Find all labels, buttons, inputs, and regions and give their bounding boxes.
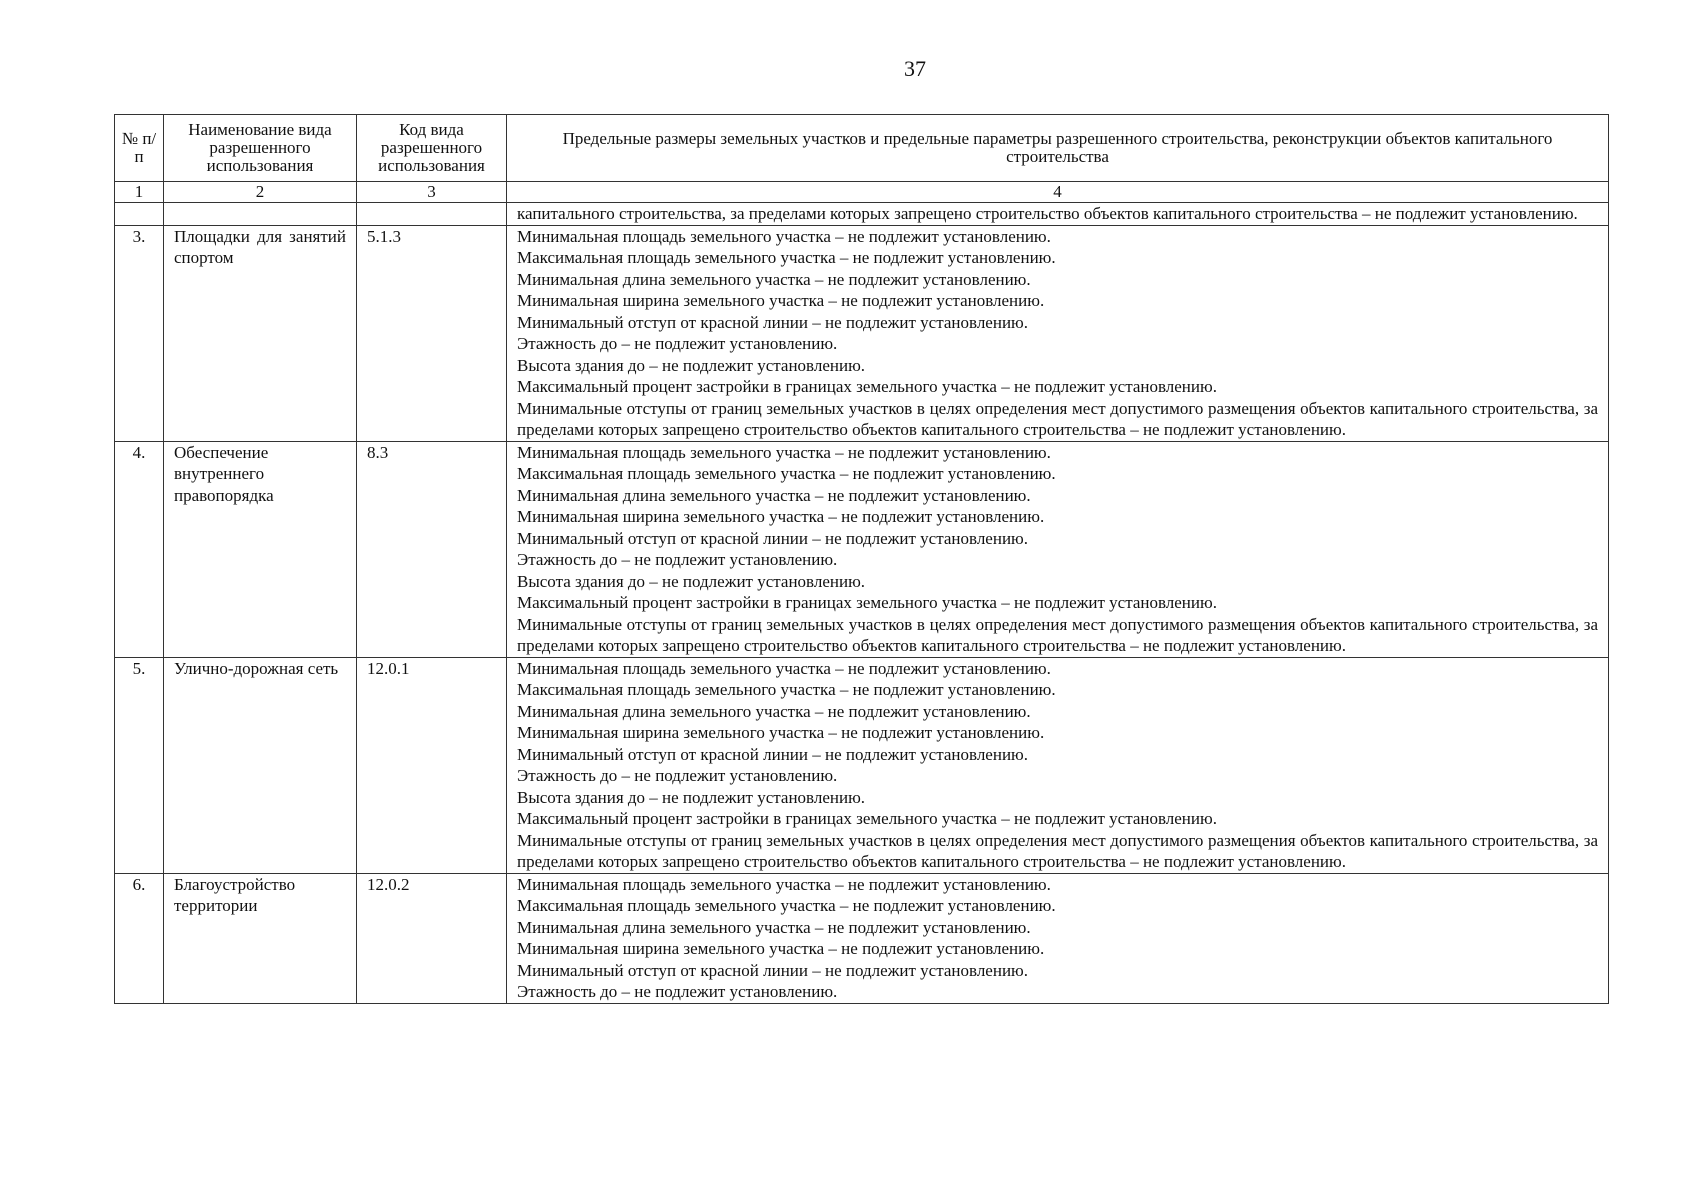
continuation-name-cell — [164, 203, 357, 226]
table-row — [115, 657, 1609, 873]
header-name: Наименование вида разрешенного использования — [164, 115, 357, 182]
use-type-name: Обеспечение внутреннего правопорядка — [164, 441, 357, 657]
column-index-row — [115, 182, 1609, 203]
param-line: Максимальный процент застройки в границах земельного участка – не подлежит установлению. — [517, 593, 1217, 612]
header-params: Предельные размеры земельных участков и предельные параметры разрешенного строительства, реконструкции объектов капитального строительства — [507, 115, 1609, 182]
parameters-cell — [507, 225, 1609, 441]
param-line: Минимальный отступ от красной линии – не подлежит установлению. — [517, 744, 1028, 764]
param-line: Минимальная площадь земельного участка – не подлежит установлению. — [517, 226, 1051, 246]
param-line: Максимальный процент застройки в границах земельного участка – не подлежит установлению. — [517, 809, 1217, 828]
column-index: 2 — [164, 182, 357, 203]
param-line: Этажность до – не подлежит установлению. — [517, 334, 838, 353]
column-index: 1 — [115, 182, 164, 203]
param-line: Высота здания до – не подлежит установлению. — [517, 787, 866, 807]
use-type-code: 12.0.2 — [357, 873, 507, 1003]
param-line: Минимальные отступы от границ земельных участков в целях определения мест допустимого размещения объектов капитального строительства, за пределами которых запрещено строительство объектов капитального строительства – не подлежит установлению. — [517, 830, 1598, 871]
table-row — [115, 225, 1609, 441]
row-number: 3. — [115, 225, 164, 441]
param-line: Минимальный отступ от красной линии – не подлежит установлению. — [517, 528, 1028, 548]
row-number: 6. — [115, 873, 164, 1003]
param-line: Минимальная площадь земельного участка – не подлежит установлению. — [517, 658, 1051, 678]
param-line: Минимальная длина земельного участка – не подлежит установлению. — [517, 701, 1031, 721]
param-line: Минимальная площадь земельного участка – не подлежит установлению. — [517, 874, 1051, 894]
param-line: Высота здания до – не подлежит установлению. — [517, 355, 866, 375]
use-type-name: Благоустройство территории — [164, 873, 357, 1003]
param-line: Минимальный отступ от красной линии – не подлежит установлению. — [517, 312, 1028, 332]
header-number: № п/п — [115, 115, 164, 182]
parameters-cell — [507, 441, 1609, 657]
param-line: Максимальная площадь земельного участка – не подлежит установлению. — [517, 248, 1056, 267]
parameters-cell — [507, 873, 1609, 1003]
param-line: Минимальная площадь земельного участка – не подлежит установлению. — [517, 442, 1051, 462]
use-type-name: Улично-дорожная сеть — [164, 657, 357, 873]
param-line: Этажность до – не подлежит установлению. — [517, 550, 838, 569]
param-line: капитального строительства, за пределами которых запрещено строительство объектов капитального строительства – не подлежит установлению. — [517, 204, 1578, 223]
param-line: Этажность до – не подлежит установлению. — [517, 982, 838, 1001]
param-line: Минимальная ширина земельного участка – не подлежит установлению. — [517, 723, 1045, 742]
header-code: Код вида разрешенного использования — [357, 115, 507, 182]
param-line: Высота здания до – не подлежит установлению. — [517, 571, 866, 591]
table-row — [115, 441, 1609, 657]
column-index: 4 — [507, 182, 1609, 203]
param-line: Максимальный процент застройки в границах земельного участка – не подлежит установлению. — [517, 377, 1217, 396]
param-line: Этажность до – не подлежит установлению. — [517, 766, 838, 785]
column-index: 3 — [357, 182, 507, 203]
row-number: 4. — [115, 441, 164, 657]
param-line: Минимальная ширина земельного участка – не подлежит установлению. — [517, 507, 1045, 526]
param-line: Максимальная площадь земельного участка – не подлежит установлению. — [517, 680, 1056, 699]
param-line: Максимальная площадь земельного участка – не подлежит установлению. — [517, 896, 1056, 915]
param-line: Минимальный отступ от красной линии – не подлежит установлению. — [517, 960, 1028, 980]
regulations-table — [114, 114, 1609, 1004]
param-line: Минимальная длина земельного участка – не подлежит установлению. — [517, 485, 1031, 505]
param-line: Минимальные отступы от границ земельных участков в целях определения мест допустимого размещения объектов капитального строительства, за пределами которых запрещено строительство объектов капитального строительства – не подлежит установлению. — [517, 614, 1598, 655]
param-line: Минимальная длина земельного участка – не подлежит установлению. — [517, 917, 1031, 937]
continuation-row — [115, 203, 1609, 226]
table-row — [115, 873, 1609, 1003]
use-type-code: 12.0.1 — [357, 657, 507, 873]
param-line: Максимальная площадь земельного участка – не подлежит установлению. — [517, 464, 1056, 483]
param-line: Минимальная ширина земельного участка – не подлежит установлению. — [517, 291, 1045, 310]
parameters-cell — [507, 657, 1609, 873]
continuation-number-cell — [115, 203, 164, 226]
continuation-params-cell — [507, 203, 1609, 226]
use-type-code: 5.1.3 — [357, 225, 507, 441]
param-line: Минимальная ширина земельного участка – не подлежит установлению. — [517, 939, 1045, 958]
param-line: Минимальная длина земельного участка – не подлежит установлению. — [517, 269, 1031, 289]
row-number: 5. — [115, 657, 164, 873]
param-line: Минимальные отступы от границ земельных участков в целях определения мест допустимого размещения объектов капитального строительства, за пределами которых запрещено строительство объектов капитального строительства – не подлежит установлению. — [517, 398, 1598, 439]
continuation-code-cell — [357, 203, 507, 226]
page-number: 37 — [904, 56, 926, 81]
use-type-code: 8.3 — [357, 441, 507, 657]
table-header-row — [115, 115, 1609, 182]
use-type-name: Площадки для занятий спортом — [164, 225, 357, 441]
